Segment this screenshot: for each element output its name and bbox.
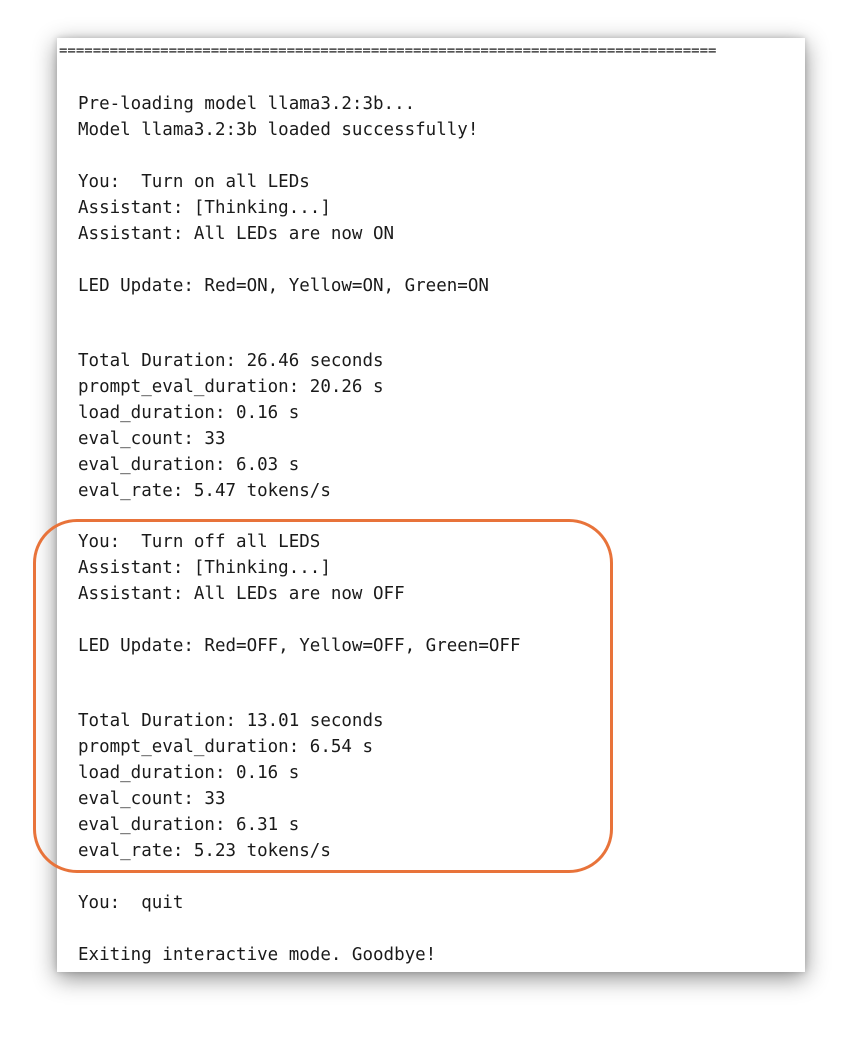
user-message: You: quit <box>78 893 184 913</box>
eval-rate: eval_rate: 5.47 tokens/s <box>78 481 331 501</box>
load-duration: load_duration: 0.16 s <box>78 403 300 423</box>
load-duration: load_duration: 0.16 s <box>78 763 300 783</box>
user-message: You: Turn off all LEDS <box>78 532 321 552</box>
exit-message: Exiting interactive mode. Goodbye! <box>78 945 437 965</box>
assistant-thinking: Assistant: [Thinking...] <box>78 198 331 218</box>
eval-duration: eval_duration: 6.03 s <box>78 455 300 475</box>
eval-rate: eval_rate: 5.23 tokens/s <box>78 841 331 861</box>
eval-count: eval_count: 33 <box>78 789 226 809</box>
model-loaded-message: Model llama3.2:3b loaded successfully! <box>78 120 479 140</box>
assistant-thinking: Assistant: [Thinking...] <box>78 558 331 578</box>
eval-count: eval_count: 33 <box>78 429 226 449</box>
separator-line: ============================================================================== <box>59 43 717 59</box>
led-update-line: LED Update: Red=OFF, Yellow=OFF, Green=OFF <box>78 636 521 656</box>
preload-message: Pre-loading model llama3.2:3b... <box>78 94 416 114</box>
led-update-line: LED Update: Red=ON, Yellow=ON, Green=ON <box>78 276 489 296</box>
eval-duration: eval_duration: 6.31 s <box>78 815 300 835</box>
total-duration: Total Duration: 26.46 seconds <box>78 351 384 371</box>
assistant-response: Assistant: All LEDs are now ON <box>78 224 395 244</box>
user-message: You: Turn on all LEDs <box>78 172 310 192</box>
prompt-eval-duration: prompt_eval_duration: 6.54 s <box>78 737 374 757</box>
total-duration: Total Duration: 13.01 seconds <box>78 711 384 731</box>
assistant-response: Assistant: All LEDs are now OFF <box>78 584 405 604</box>
terminal-output-panel <box>57 38 805 972</box>
prompt-eval-duration: prompt_eval_duration: 20.26 s <box>78 377 384 397</box>
